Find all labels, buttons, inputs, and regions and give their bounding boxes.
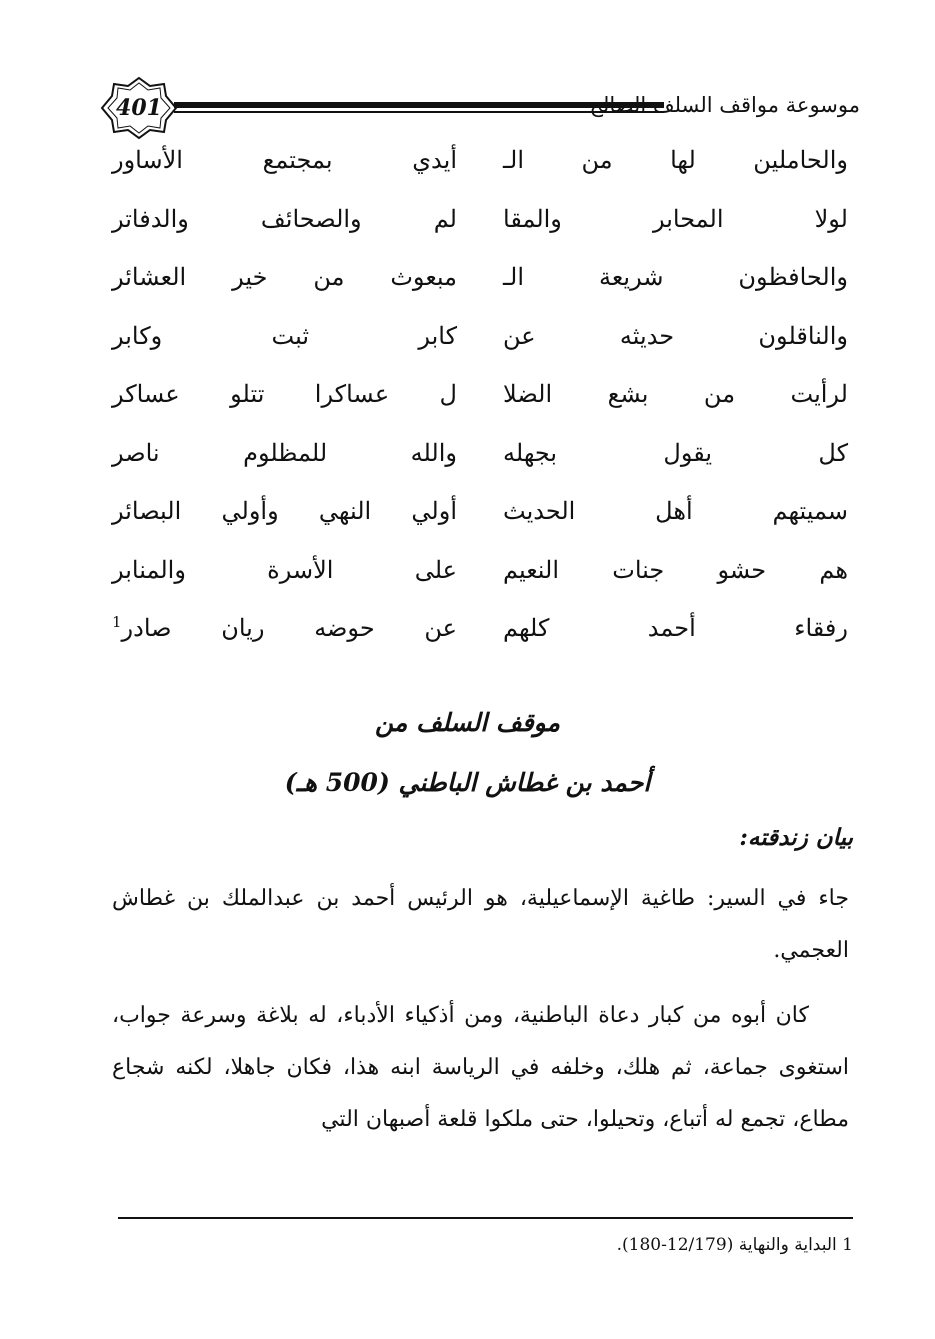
section-title-line1: موقف السلف من [375,708,560,737]
verse-first-hemistich: والحاملين لها من الـ [503,146,848,174]
verse-second-hemistich: كابر ثبت وكابر [112,321,457,350]
page-number: 401 [116,95,162,121]
verse-second-hemistich-text: عن حوضه ريان صادر [121,614,457,642]
page-number-badge [100,76,178,140]
poem [112,140,848,667]
verse-second-hemistich: والله للمظلوم ناصر [112,438,457,467]
verse [112,550,848,609]
verse-first-hemistich: والناقلون حديثه عن [503,321,848,350]
verse [112,257,848,316]
verse-first-hemistich: رفقاء أحمد كلهم [503,614,848,642]
verse-first-hemistich: سميتهم أهل الحديث [503,497,848,525]
verse-second-hemistich: لم والصحائف والدفاتر [112,204,457,233]
paragraph: جاء في السير: طاغية الإسماعيلية، هو الرئيس أحمد بن عبدالملك بن غطاش العجمي. [112,886,849,963]
verse-second-hemistich: ل عساكرا تتلو عساكر [112,380,457,408]
verse [112,433,848,492]
verse [112,608,848,667]
verse-second-hemistich: على الأسرة والمنابر [112,555,457,584]
verse-first-hemistich: هم حشو جنات النعيم [503,555,848,584]
verse-first-hemistich: كل يقول بجهله [503,438,848,467]
page-header [100,72,860,142]
verse [112,374,848,433]
subheading: بيان زندقته: [739,824,853,851]
footnote-reference[interactable]: 1 [112,613,122,631]
verse-first-hemistich: لولا المحابر والمقا [503,204,848,233]
verse-second-hemistich: أولي النهي وأولي البصائر [112,497,457,525]
verse-second-hemistich: أيدي بمجتمع الأساور [112,146,457,174]
verse-second-hemistich [112,608,457,648]
verse [112,316,848,375]
verse-first-hemistich: والحافظون شريعة الـ [503,263,848,291]
verse [112,140,848,199]
section-title-line2: أحمد بن غطاش الباطني (500 هـ) [284,768,651,797]
verse [112,491,848,550]
verse-first-hemistich: لرأيت من بشع الضلا [503,380,848,408]
footnote-number: 1 [842,1235,853,1255]
verse [112,199,848,258]
book-title: موسوعة مواقف السلف الصالح [589,93,860,117]
footnote-text: البداية والنهاية (12/179-180). [616,1235,837,1255]
verse-second-hemistich: مبعوث من خير العشائر [112,263,457,291]
footnote [118,1232,853,1258]
paragraph: كان أبوه من كبار دعاة الباطنية، ومن أذكياء الأدباء، له بلاغة وسرعة جواب، استغوى جماعة، ثم هلك، وخلفه في الرياسة ابنه هذا، فكان جاهلا، لكنه شجاع مطاع، تجمع له أتباع، وتحيلوا، حتى ملكوا قلعة أصبهان التي [112,1003,849,1132]
footnote-divider [118,1217,853,1219]
